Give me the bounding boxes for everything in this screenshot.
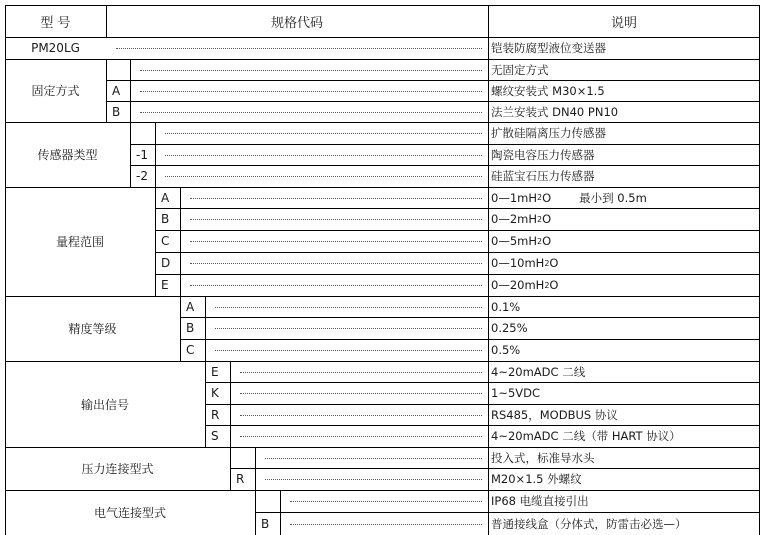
grid-line (155, 165, 156, 187)
row-desc (488, 252, 760, 274)
grid-line (255, 468, 256, 490)
row-code: A (161, 190, 170, 205)
dot-leader (265, 458, 482, 459)
desc-text: 0—20mH (491, 278, 545, 292)
grid-line (180, 208, 181, 230)
grid-line (180, 339, 760, 340)
grid-line (230, 404, 231, 425)
desc-text: 0—2mH (491, 212, 537, 226)
header-desc: 说明 (610, 15, 637, 31)
dot-leader (165, 155, 482, 156)
grid-line (180, 187, 181, 208)
grid-line (255, 512, 760, 513)
dot-leader (290, 524, 482, 525)
row-desc (488, 382, 760, 404)
row-desc (488, 230, 760, 252)
row-code (230, 447, 255, 468)
dot-leader (265, 479, 482, 480)
desc-text: RS485，MODBUS 协议 (491, 407, 618, 422)
row-desc (488, 37, 760, 59)
grid-line (130, 80, 131, 101)
grid-line (5, 187, 760, 188)
row-desc (488, 122, 760, 144)
group-label: 固定方式 (31, 84, 80, 98)
desc-text: 0—1mH (491, 190, 537, 205)
grid-line (205, 382, 760, 383)
desc-subscript: 2 (544, 280, 550, 290)
row-desc (488, 512, 760, 535)
group-label: 传感器类型 (37, 148, 98, 162)
dot-leader (215, 350, 482, 351)
row-code: S (211, 429, 219, 443)
row-code: E (211, 364, 219, 379)
grid-line (106, 80, 760, 81)
grid-line (5, 5, 760, 6)
desc-text: O (542, 190, 552, 205)
row-desc (488, 404, 760, 425)
grid-line (180, 296, 181, 361)
desc-text: 0.1% (491, 299, 521, 314)
grid-line (5, 122, 760, 123)
row-desc (488, 425, 760, 447)
grid-line (759, 5, 760, 535)
desc-text: 投入式，标准导水头 (491, 450, 595, 465)
row-code: D (161, 256, 171, 270)
desc-text: 陶瓷电容压力传感器 (491, 147, 595, 162)
desc-text: O (549, 256, 559, 270)
row-desc (488, 339, 760, 361)
row-desc (488, 59, 760, 80)
grid-line (130, 101, 131, 122)
grid-line (130, 59, 131, 80)
grid-line (130, 122, 131, 187)
group-label: 电气连接型式 (93, 506, 166, 520)
grid-line (230, 361, 231, 382)
dot-leader (190, 241, 482, 242)
row-desc (488, 208, 760, 230)
grid-line (5, 5, 6, 535)
grid-line (5, 490, 760, 491)
grid-line (205, 404, 760, 405)
row-desc (488, 296, 760, 317)
row-code: B (161, 212, 170, 226)
row-code: B (112, 104, 121, 119)
dot-leader (240, 436, 482, 437)
desc-text: 法兰安装式 DN40 PN10 (491, 104, 619, 119)
desc-note: 最小到 0.5m (579, 190, 647, 205)
grid-line (155, 122, 156, 144)
desc-text: 硅蓝宝石压力传感器 (491, 169, 595, 183)
dot-leader (140, 91, 482, 92)
dot-leader (240, 415, 482, 416)
desc-text: O (542, 234, 552, 248)
row-code: A (186, 299, 195, 314)
group-label: 压力连接型式 (81, 462, 154, 476)
row-code: B (186, 321, 195, 335)
grid-line (180, 252, 181, 274)
dot-leader (165, 176, 482, 177)
row-desc (488, 361, 760, 382)
desc-subscript: 2 (544, 258, 550, 268)
dot-leader (215, 328, 482, 329)
row-code: C (186, 343, 195, 357)
grid-line (280, 490, 281, 512)
group-label: PM20LG (31, 41, 80, 55)
grid-line (5, 447, 760, 448)
group-label: 输出信号 (80, 397, 129, 412)
header-spec: 规格代码 (270, 15, 323, 31)
grid-line (5, 59, 760, 60)
row-desc (488, 274, 760, 296)
row-desc (488, 317, 760, 339)
header-model: 型 号 (40, 15, 71, 31)
grid-line (230, 468, 760, 469)
dot-leader (190, 198, 482, 199)
grid-line (155, 252, 760, 253)
grid-line (130, 144, 760, 145)
dot-leader (140, 112, 482, 113)
grid-line (205, 317, 206, 339)
grid-line (5, 37, 760, 38)
desc-text: O (549, 278, 559, 292)
row-code: A (112, 83, 121, 98)
grid-line (205, 339, 206, 361)
grid-line (180, 317, 760, 318)
row-code: R (236, 472, 245, 486)
desc-text: 1~5VDC (491, 386, 541, 400)
row-desc (488, 101, 760, 122)
desc-text: 0.5% (491, 343, 521, 357)
row-code: -2 (136, 169, 148, 183)
group-label: 量程范围 (55, 235, 104, 249)
group-label: 精度等级 (68, 322, 117, 336)
row-code (255, 490, 280, 512)
row-code: E (161, 278, 169, 292)
grid-line (106, 5, 107, 37)
grid-line (155, 144, 156, 165)
row-desc (488, 165, 760, 187)
grid-line (230, 425, 231, 447)
grid-line (5, 361, 760, 362)
row-code (106, 59, 130, 80)
desc-subscript: 2 (536, 236, 543, 246)
desc-subscript: 2 (536, 214, 543, 224)
desc-text: 扩散硅隔离压力传感器 (491, 126, 606, 140)
dot-leader (116, 48, 482, 49)
row-code (130, 122, 155, 144)
dot-leader (140, 70, 482, 71)
row-code: R (211, 407, 220, 422)
dot-leader (190, 219, 482, 220)
grid-line (205, 425, 760, 426)
row-code: B (261, 516, 270, 531)
grid-line (280, 512, 281, 535)
desc-text: 普通接线盒（分体式，防雷击必选—） (491, 516, 687, 531)
desc-text: 4~20mADC 二线 (491, 364, 586, 379)
row-code: C (161, 234, 170, 248)
grid-line (180, 230, 181, 252)
grid-line (106, 101, 760, 102)
grid-line (180, 274, 181, 296)
dot-leader (215, 307, 482, 308)
grid-line (488, 5, 489, 535)
desc-text: 0—10mH (491, 256, 545, 270)
desc-text: 无固定方式 (491, 62, 549, 77)
desc-text: 螺纹安装式 M30×1.5 (491, 83, 605, 98)
dot-leader (165, 133, 482, 134)
row-code: K (211, 386, 219, 400)
row-desc (488, 144, 760, 165)
dot-leader (290, 501, 482, 502)
grid-line (155, 274, 760, 275)
dot-leader (240, 393, 482, 394)
dot-leader (190, 263, 482, 264)
grid-line (230, 382, 231, 404)
row-code: -1 (136, 147, 148, 162)
desc-text: 0—5mH (491, 234, 537, 248)
dot-leader (190, 285, 482, 286)
grid-line (5, 296, 760, 297)
grid-line (255, 447, 256, 468)
desc-text: 4~20mADC 二线（带 HART 协议） (491, 429, 681, 443)
dot-leader (240, 372, 482, 373)
grid-line (205, 296, 206, 317)
desc-text: M20×1.5 外螺纹 (491, 472, 582, 486)
row-desc (488, 468, 760, 490)
row-desc (488, 490, 760, 512)
desc-text: IP68 电缆直接引出 (491, 494, 589, 508)
row-desc (488, 80, 760, 101)
grid-line (130, 165, 760, 166)
grid-line (106, 59, 107, 122)
desc-text: 0.25% (491, 321, 528, 335)
desc-subscript: 2 (536, 193, 543, 202)
grid-line (155, 187, 156, 296)
desc-text: 铠装防腐型液位变送器 (491, 41, 606, 55)
row-desc (488, 187, 760, 208)
desc-text: O (542, 212, 552, 226)
grid-line (155, 208, 760, 209)
grid-line (155, 230, 760, 231)
row-desc (488, 447, 760, 468)
